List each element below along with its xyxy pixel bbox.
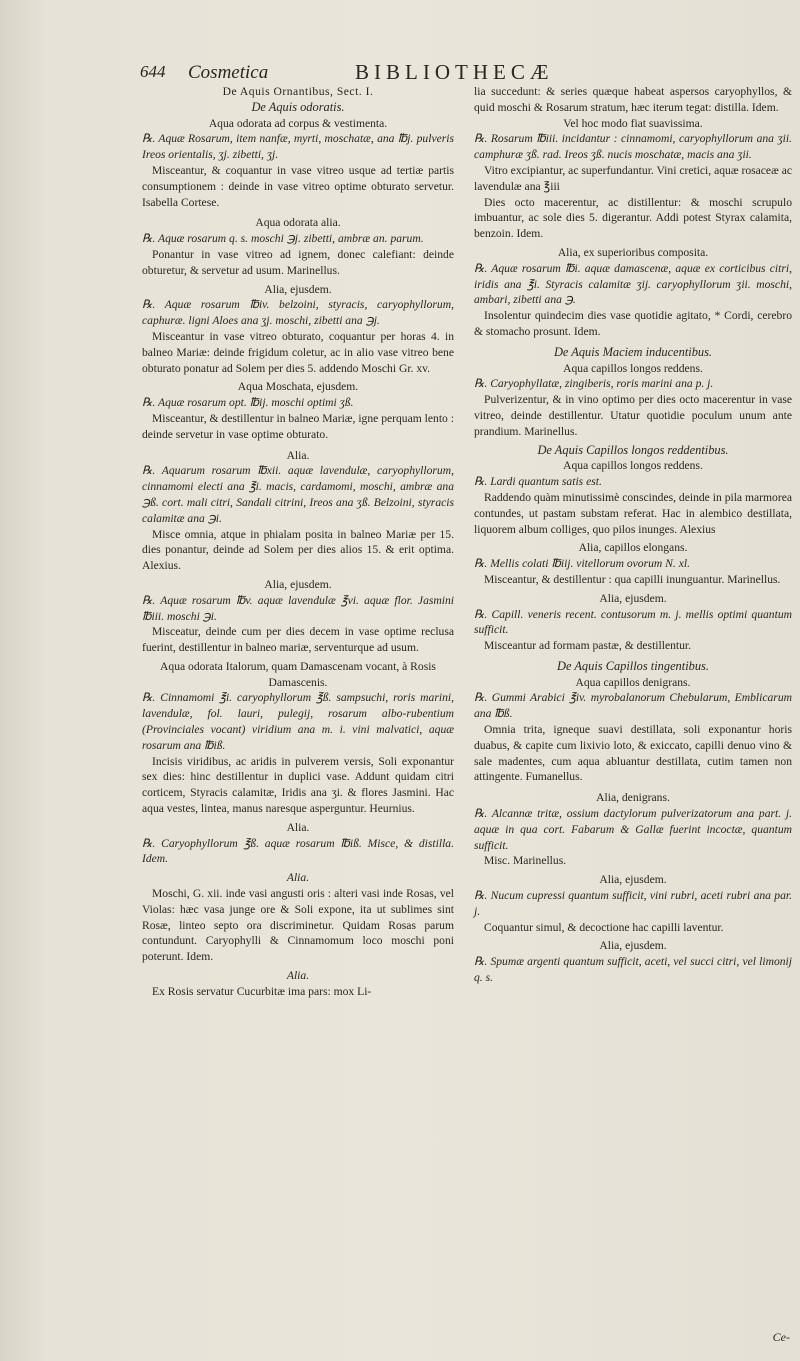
instruction: Moschi, G. xii. inde vasi angusti oris : alteri vasi inde Rosas, vel Violas: hæc vasa junge ore & Soli expone, ita ut sublimes sint Rosæ, linteo septo ora discriminetur. Quidam Rosas parum contundunt. Caryophylli & Cinnamomum loco moschi poni poterunt. Idem. [142, 887, 454, 964]
recipe-title: Alia. [286, 871, 310, 885]
prescription: ℞. Aquæ rosarum opt. ℔ij. moschi optimi ʒß. [142, 396, 354, 410]
recipe-title: Alia, capillos elongans. [578, 541, 688, 555]
recipe-title: Alia, ejusdem. [599, 873, 667, 887]
prescription: ℞. Cinnamomi ℥i. caryophyllorum ℥ß. sampsuchi, roris marini, lavendulæ, fol. lauri, pulegij, rosarum albo-rubentium (Provinciales vocant) viridium ana m. i. vini malvatici, aquæ rosarum ana ℔iß. [142, 691, 454, 752]
instruction: Coquantur simul, & decoctione hac capilli laventur. [484, 920, 724, 934]
instruction: Misceantur in vase vitreo obturato, coquantur per horas 4. in balneo Mariæ: deinde frigidum coletur, ac in alio vase vitreo bene obturato ponatur ad Solem per dies 5. addendo Moschi Gr. xv. [142, 329, 454, 375]
prescription: ℞. Mellis colati ℔iij. vitellorum ovorum N. xl. [474, 557, 690, 571]
recipe-title: Alia, denigrans. [596, 791, 670, 805]
prescription: ℞. Capill. veneris recent. contusorum m. j. mellis optimi quantum sufficit. [474, 607, 792, 637]
instruction: Ex Rosis servatur Cucurbitæ ima pars: mox Li- [152, 984, 372, 998]
instruction: Misceatur, deinde cum per dies decem in vase optime reclusa fuerint, destillentur in balneo mariæ, serventurque ad usum. [142, 625, 454, 655]
recipe-title: Alia, ejusdem. [599, 591, 667, 605]
recipe-title: Alia, ejusdem. [264, 577, 332, 591]
recipe-title: Aqua odorata alia. [255, 216, 341, 230]
prescription: ℞. Alcannæ tritæ, ossium dactylorum pulverizatorum ana part. j. aquæ in qua cort. Fabarum & Gallæ fuerint incoctæ, quantum sufficit. [474, 807, 792, 852]
recipe-title: Alia. [286, 448, 310, 462]
prescription: ℞. Nucum cupressi quantum sufficit, vini rubri, aceti rubri ana par. j. [474, 889, 792, 918]
instruction: Ponantur in vase vitreo ad ignem, donec calefiant: deinde obturetur, & servetur ad usum. Marinellus. [142, 247, 454, 277]
recipe-title: Aqua capillos longos reddens. [563, 459, 703, 473]
instruction: Omnia trita, igneque suavi destillata, soli exponantur horis duabus, & capite cum lixivio loto, & exiccato, capilli denuo vino & sale madentes, cum aqua abluantur destillata, cutim tamen non attingente. Fumanellus. [474, 723, 792, 784]
instruction: Pulverizentur, & in vino optimo per dies octo macerentur in vase vitreo, deinde destillentur. Utatur quotidie poculum unum ante prandium. Marinellus. [474, 393, 792, 438]
subsection-heading: De Aquis Capillos longos reddentibus. [537, 442, 729, 457]
recipe-title: Alia, ejusdem. [264, 282, 332, 296]
instruction: lia succedunt: & series quæque habeat aspersos caryophyllos, & quid moschi & Rosarum stratum, hæc iterum tegat: distilla. Idem. [474, 85, 792, 114]
prescription: ℞. Rosarum ℔iii. incidantur : cinnamomi, caryophyllorum ana ʒii. camphuræ ʒß. rad. Ireos ʒß. nucis moschatæ, macis ana ʒii. [474, 132, 792, 162]
prescription: ℞. Aquæ rosarum ℔iv. belzoini, styracis, caryophyllorum, caphuræ. ligni Aloes ana ʒj. moschi, zibetti ana ℈j. [142, 298, 454, 328]
prescription: ℞. Aquæ rosarum ℔v. aquæ lavendulæ ℥vi. aquæ flor. Jasmini ℔iii. moschi ℈i. [142, 593, 454, 623]
instruction: Incisis viridibus, ac aridis in pulverem versis, Soli exponantur sex dies: hinc destillentur in duplici vase. Addunt quidam citri corticem, Styracis calamitæ, Iridis ana ʒi. & flores Jasmini. Hac aqua vestes, lintea, manus naresque asperguntur. Heurnius. [142, 754, 454, 816]
recipe-title: Aqua Moschata, ejusdem. [237, 380, 359, 394]
section-title: Cosmetica [188, 62, 269, 83]
prescription: ℞. Aquarum rosarum ℔xii. aquæ lavendulæ, caryophyllorum, cinnamomi electi ana ℥i. macis, cardamomi, moschi, ambræ ana ℈ß. cort. mali citri, Sandali citrini, Ireos ana ʒß. Belzoini, styracis calamitæ ana ℈i. [142, 464, 454, 525]
section-heading: De Aquis Ornantibus, Sect. I. [222, 85, 374, 98]
subsection-heading: De Aquis Maciem inducentibus. [553, 344, 713, 359]
instruction: Misce omnia, atque in phialam posita in balneo Mariæ per 15. dies ponantur, deinde ad Solem per dies alios 15. & erit optima. Alexius. [142, 527, 454, 573]
instruction: Misceantur, & coquantur in vase vitreo usque ad tertiæ partis consumptionem : deinde in vase vitreo optime obturato servetur. Isabella Cortese. [142, 163, 454, 209]
recipe-title: Aqua odorata ad corpus & vestimenta. [208, 116, 388, 130]
prescription: ℞. Aquæ Rosarum, item nanfæ, myrti, moschatæ, ana ℔j. pulveris Ireos orientalis, ʒj. zibetti, ʒj. [142, 132, 454, 162]
prescription: ℞. Aquæ rosarum ℔i. aquæ damascenæ, aquæ ex corticibus citri, iridis ana ℥i. Styracis calamitæ ʒij. caryophyllorum ʒii. moschi, ambari, zibetti ana ℈. [474, 261, 792, 307]
instruction: Raddendo quàm minutissimè conscindes, deinde in pila marmorea contundes, ut pastam substam referat. Hac in alembico destillata, liquorem album colliges, quo pilos inunges. Alexius [474, 490, 792, 536]
instruction: Misc. Marinellus. [484, 854, 567, 868]
prescription: ℞. Caryophyllatæ, zingiberis, roris marini ana p. j. [474, 377, 714, 391]
recipe-title: Alia. [286, 820, 310, 834]
subsection-heading: De Aquis odoratis. [251, 99, 345, 114]
recipe-title: Alia, ex superioribus composita. [557, 245, 709, 259]
recipe-title: Aqua odorata Italorum, quam Damascenam vocant, à Rosis Damascenis. [160, 659, 436, 689]
instruction: Vitro excipiantur, ac superfundantur. Vini cretici, aquæ rosaceæ ac lavendulæ ana ℥iii [474, 163, 792, 193]
recipe-title: Aqua capillos denigrans. [575, 675, 691, 689]
right-column [474, 84, 792, 986]
recipe-title: Aqua capillos longos reddens. [563, 361, 703, 375]
instruction: Misceantur, & destillentur : qua capilli inunguantur. Marinellus. [484, 572, 781, 586]
catchword: Ce- [772, 1330, 790, 1344]
recipe-title: Alia. [286, 969, 310, 983]
prescription: ℞. Aquæ rosarum q. s. moschi ℈j. zibetti, ambræ an. parum. [142, 232, 424, 246]
prescription: ℞. Lardi quantum satis est. [474, 475, 602, 489]
left-column [142, 84, 454, 1000]
instruction: Misceantur, & destillentur in balneo Mariæ, igne perquam lento : deinde servetur in vase optime obturato. [142, 411, 454, 441]
recipe-title: Alia, ejusdem. [599, 939, 667, 953]
page-number: 644 [140, 62, 166, 81]
running-title: BIBLIOTHECÆ [355, 60, 554, 84]
instruction: Misceantur ad formam pastæ, & destillentur. [484, 639, 692, 653]
subsection-heading: De Aquis Capillos tingentibus. [557, 658, 709, 673]
recipe-title: Vel hoc modo fiat suavissima. [563, 116, 703, 130]
prescription: ℞. Spumæ argenti quantum sufficit, aceti, vel succi citri, vel limonij q. s. [474, 955, 792, 985]
instruction: Dies octo macerentur, ac distillentur: & moschi scrupulo imbuantur, ac sole dies 5. digerantur. Addi potest Styrax calamita, benzoin. Idem. [474, 195, 792, 241]
prescription: ℞. Caryophyllorum ℥ß. aquæ rosarum ℔iß. Misce, & distilla. Idem. [142, 836, 454, 866]
prescription: ℞. Gummi Arabici ℥iv. myrobalanorum Chebularum, Emblicarum ana ℔ß. [474, 691, 792, 721]
instruction: Insolentur quindecim dies vase quotidie agitato, * Cordi, cerebro & stomacho prosunt. Idem. [474, 309, 792, 338]
